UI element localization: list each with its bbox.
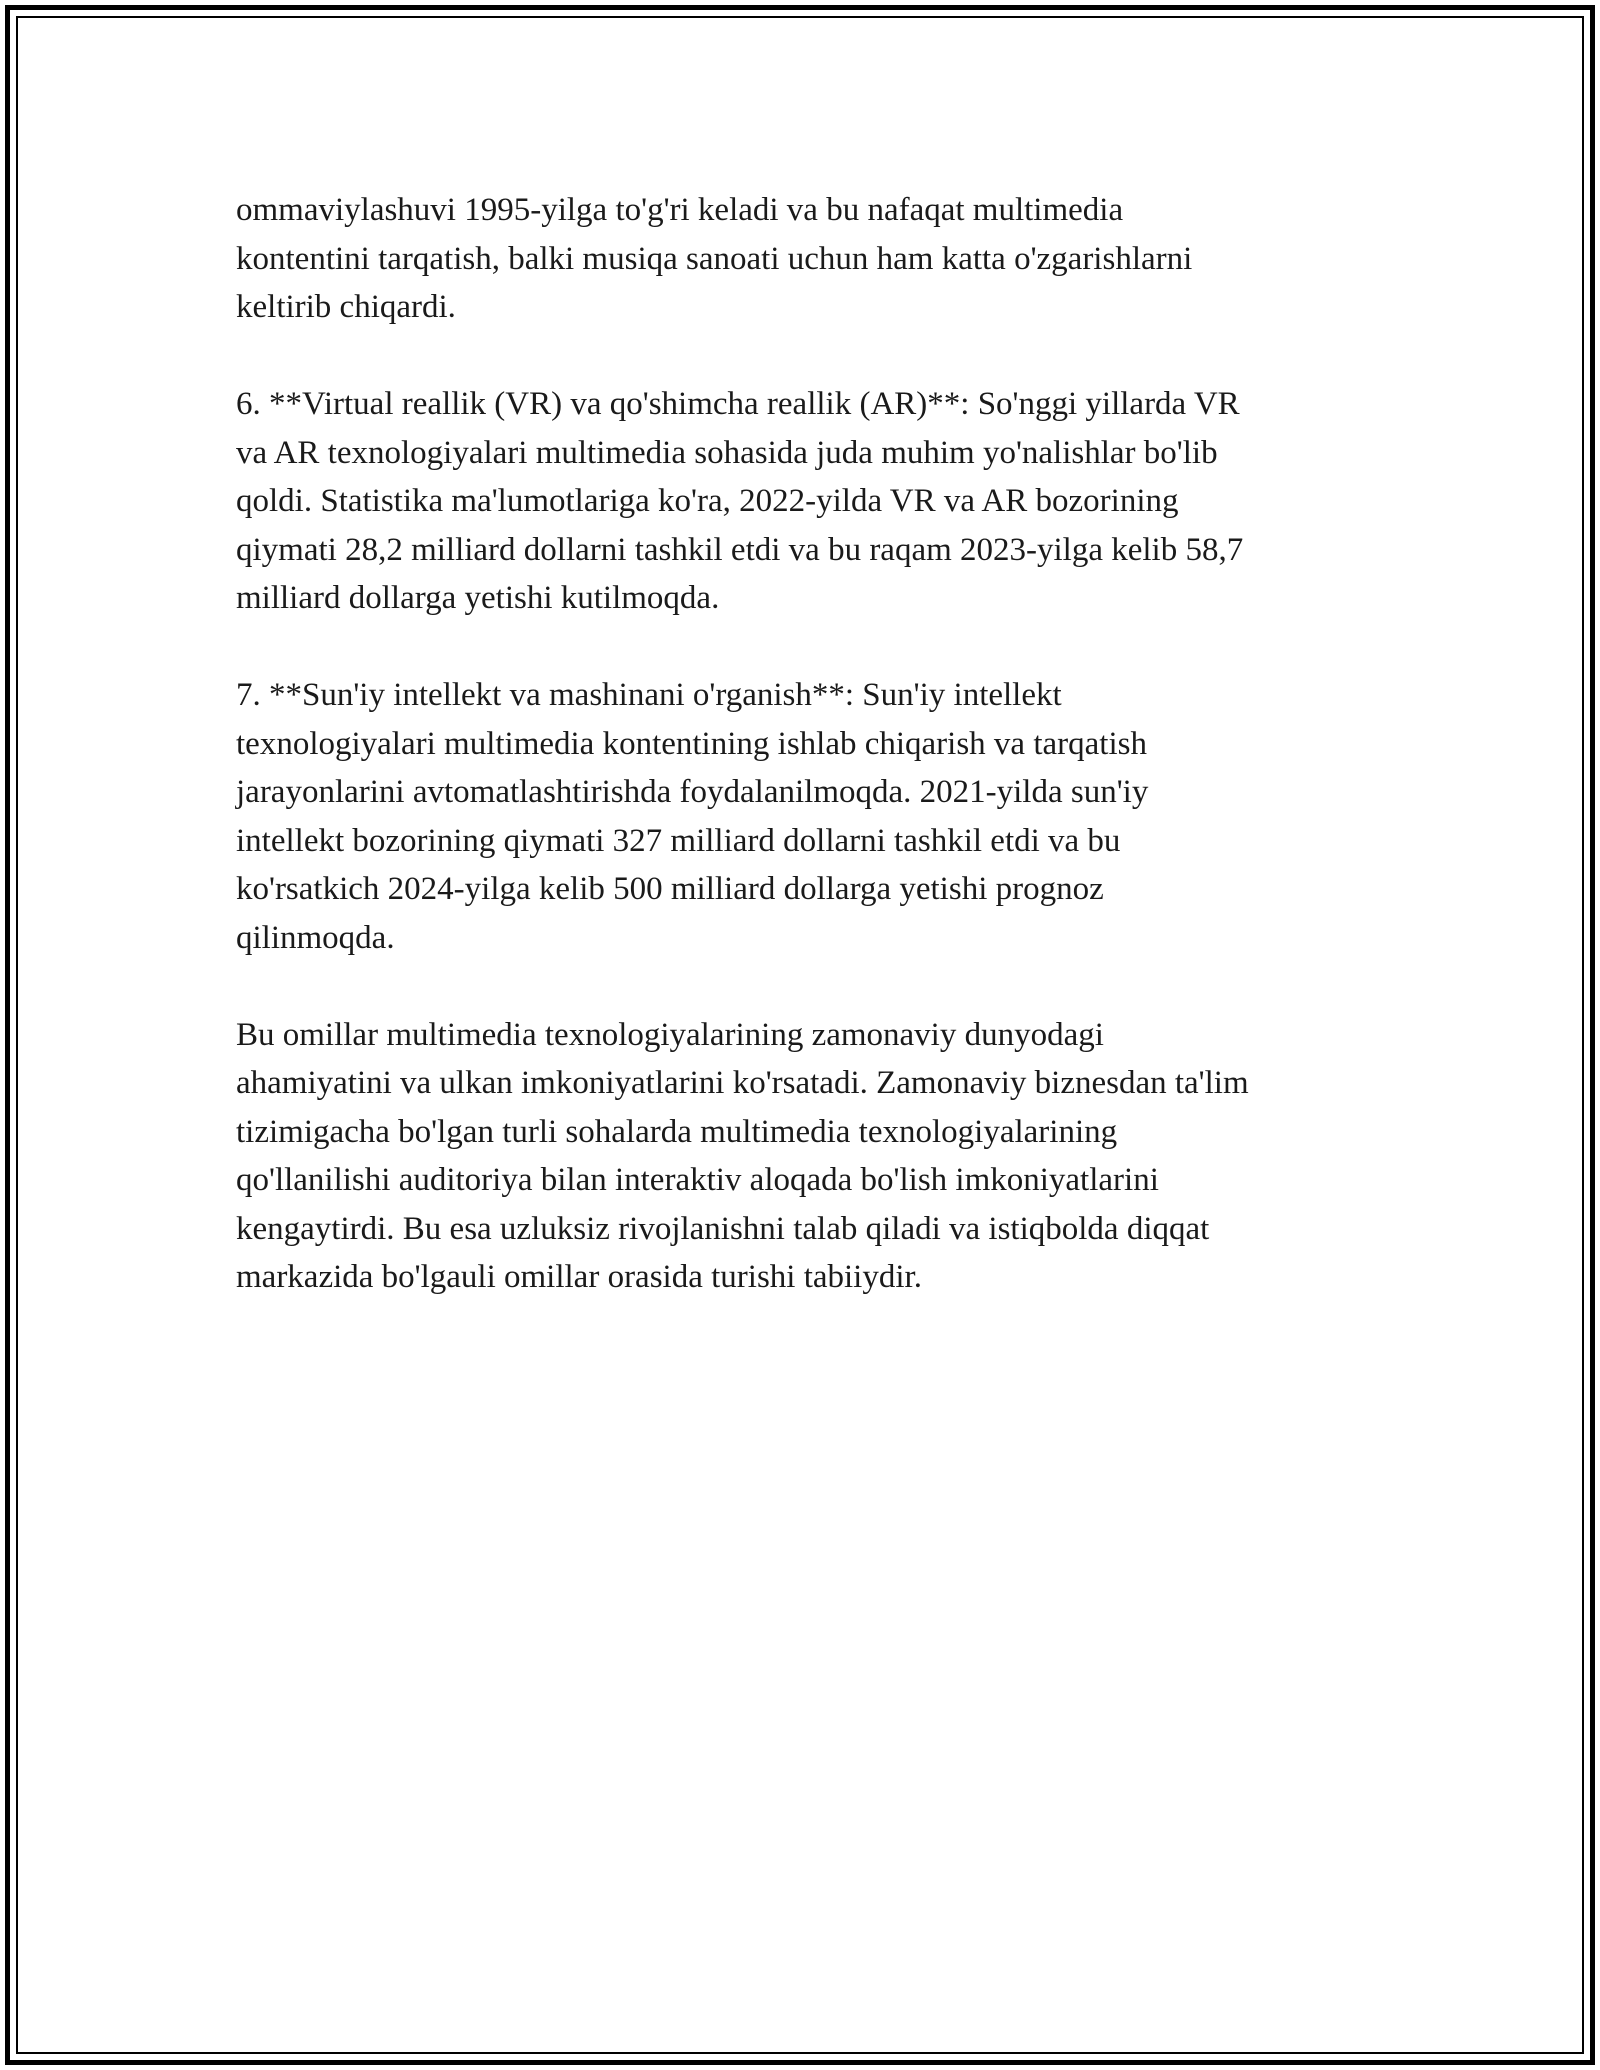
paragraph-intro-continuation: ommaviylashuvi 1995-yilga to'g'ri keladi va bu nafaqat multimedia kontentini tarqatish, balki musiqa sanoati uchun ham katta o'zgarishlarni keltirib chiqardi. — [236, 192, 1193, 325]
paragraph-item-6-vr-ar: 6. **Virtual reallik (VR) va qo'shimcha reallik (AR)**: So'nggi yillarda VR va AR texnologiyalari multimedia sohasida juda muhim yo'nalishlar bo'lib qoldi. Statistika ma'lumotlariga ko'ra, 2022-yilda VR va AR bozorining qiymati 28,2 milliard dollarni tashkil etdi va bu raqam 2023-yilga kelib 58,7 milliard dollarga yetishi kutilmoqda. — [236, 386, 1244, 616]
paragraph-conclusion: Bu omillar multimedia texnologiyalarining zamonaviy dunyodagi ahamiyatini va ulkan imkoniyatlarini ko'rsatadi. Zamonaviy biznesdan ta'lim tizimigacha bo'lgan turli sohalarda multimedia texnologiyalarining qo'llanilishi auditoriya bilan interaktiv aloqada bo'lish imkoniyatlarini kengaytirdi. Bu esa uzluksiz rivojlanishni talab qiladi va istiqbolda diqqat markazida bo'lgauli omillar orasida turishi tabiiydir. — [236, 1016, 1249, 1295]
paragraph-item-7-ai: 7. **Sun'iy intellekt va mashinani o'rganish**: Sun'iy intellekt texnologiyalari multimedia kontentining ishlab chiqarish va tarqatish jarayonlarini avtomatlashtirishda foydalanilmoqda. 2021-yilda sun'iy intellekt bozorining qiymati 327 milliard dollarni tashkil etdi va bu ko'rsatkich 2024-yilga kelib 500 milliard dollarga yetishi prognoz qilinmoqda. — [236, 677, 1149, 956]
document-body — [236, 186, 1366, 1350]
